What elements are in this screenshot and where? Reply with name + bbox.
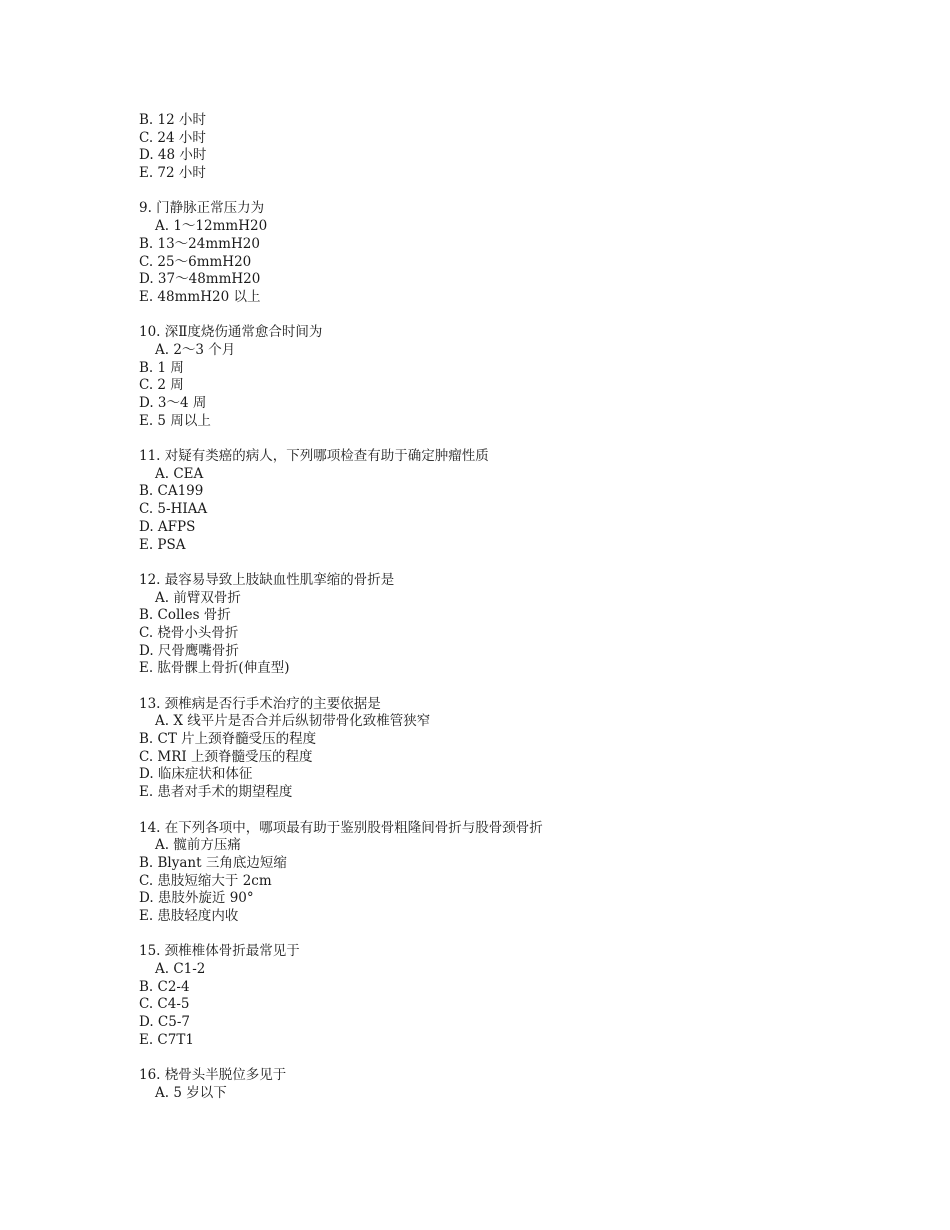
option-line: A. 前臂双骨折: [155, 589, 241, 606]
option-line: A. 2～3 个月: [155, 341, 236, 358]
option-line: C. 25～6mmH20: [139, 253, 252, 270]
option-line: A. X 线平片是否合并后纵韧带骨化致椎管狭窄: [155, 713, 431, 730]
option-line: B. C2-4: [139, 978, 190, 995]
option-line: A. C1-2: [155, 961, 206, 977]
question-stem: 14. 在下列各项中，哪项最有助于鉴别股骨粗隆间骨折与股骨颈骨折: [139, 819, 543, 836]
question-stem: 15. 颈椎椎体骨折最常见于: [139, 943, 300, 960]
spacer: [139, 802, 899, 820]
option-line: B. 1 周: [139, 359, 184, 376]
option-line: E. 5 周以上: [139, 412, 211, 429]
option-line: D. AFPS: [139, 518, 196, 535]
option-line: D. 尺骨鹰嘴骨折: [139, 642, 239, 659]
option-line: A. 5 岁以下: [155, 1084, 227, 1101]
option-line: D. 48 小时: [139, 147, 207, 164]
spacer: [139, 430, 899, 448]
option-line: E. 48mmH20 以上: [139, 288, 261, 305]
option-line: A. 髋前方压痛: [155, 837, 241, 854]
option-line: C. C4-5: [139, 996, 190, 1013]
option-line: C. 24 小时: [139, 129, 206, 146]
option-line: A. 1～12mmH20: [155, 218, 268, 235]
spacer: [139, 1049, 899, 1067]
option-line: D. 临床症状和体征: [139, 766, 253, 783]
option-line: E. 患肢轻度内收: [139, 907, 239, 924]
option-line: B. 13～24mmH20: [139, 235, 260, 252]
spacer: [139, 554, 899, 572]
option-line: C. 患肢短缩大于 2cm: [139, 872, 272, 889]
option-line: B. Blyant 三角底边短缩: [139, 854, 287, 871]
option-line: C. 5-HIAA: [139, 501, 208, 518]
question-stem: 12. 最容易导致上肢缺血性肌挛缩的骨折是: [139, 571, 395, 588]
option-line: E. 72 小时: [139, 165, 206, 182]
option-line: E. C7T1: [139, 1031, 194, 1048]
option-line: D. 37～48mmH20: [139, 271, 261, 288]
question-stem: 11. 对疑有类癌的病人，下列哪项检查有助于确定肿瘤性质: [139, 448, 489, 465]
option-line: D. C5-7: [139, 1014, 190, 1031]
question-stem: 13. 颈椎病是否行手术治疗的主要依据是: [139, 695, 381, 712]
option-line: E. 肱骨髁上骨折(伸直型): [139, 660, 290, 677]
option-line: B. CA199: [139, 483, 204, 500]
option-line: D. 3～4 周: [139, 395, 207, 411]
question-stem: 9. 门静脉正常压力为: [139, 200, 265, 217]
option-line: E. PSA: [139, 536, 186, 553]
question-stem: 10. 深Ⅱ度烧伤通常愈合时间为: [139, 324, 323, 341]
spacer: [139, 307, 899, 325]
option-line: D. 患肢外旋近 90°: [139, 890, 254, 907]
option-line: E. 患者对手术的期望程度: [139, 784, 293, 801]
option-line: B. 12 小时: [139, 112, 206, 128]
spacer: [139, 183, 899, 201]
option-line: C. 桡骨小头骨折: [139, 624, 239, 641]
option-line: C. MRI 上颈脊髓受压的程度: [139, 748, 313, 765]
option-line: A. CEA: [155, 465, 204, 482]
spacer: [139, 926, 899, 944]
spacer: [139, 678, 899, 696]
question-stem: 16. 桡骨头半脱位多见于: [139, 1067, 287, 1084]
option-line: B. CT 片上颈脊髓受压的程度: [139, 731, 317, 748]
question-list: [139, 112, 899, 1103]
option-line: C. 2 周: [139, 377, 184, 394]
option-line: B. Colles 骨折: [139, 607, 231, 624]
